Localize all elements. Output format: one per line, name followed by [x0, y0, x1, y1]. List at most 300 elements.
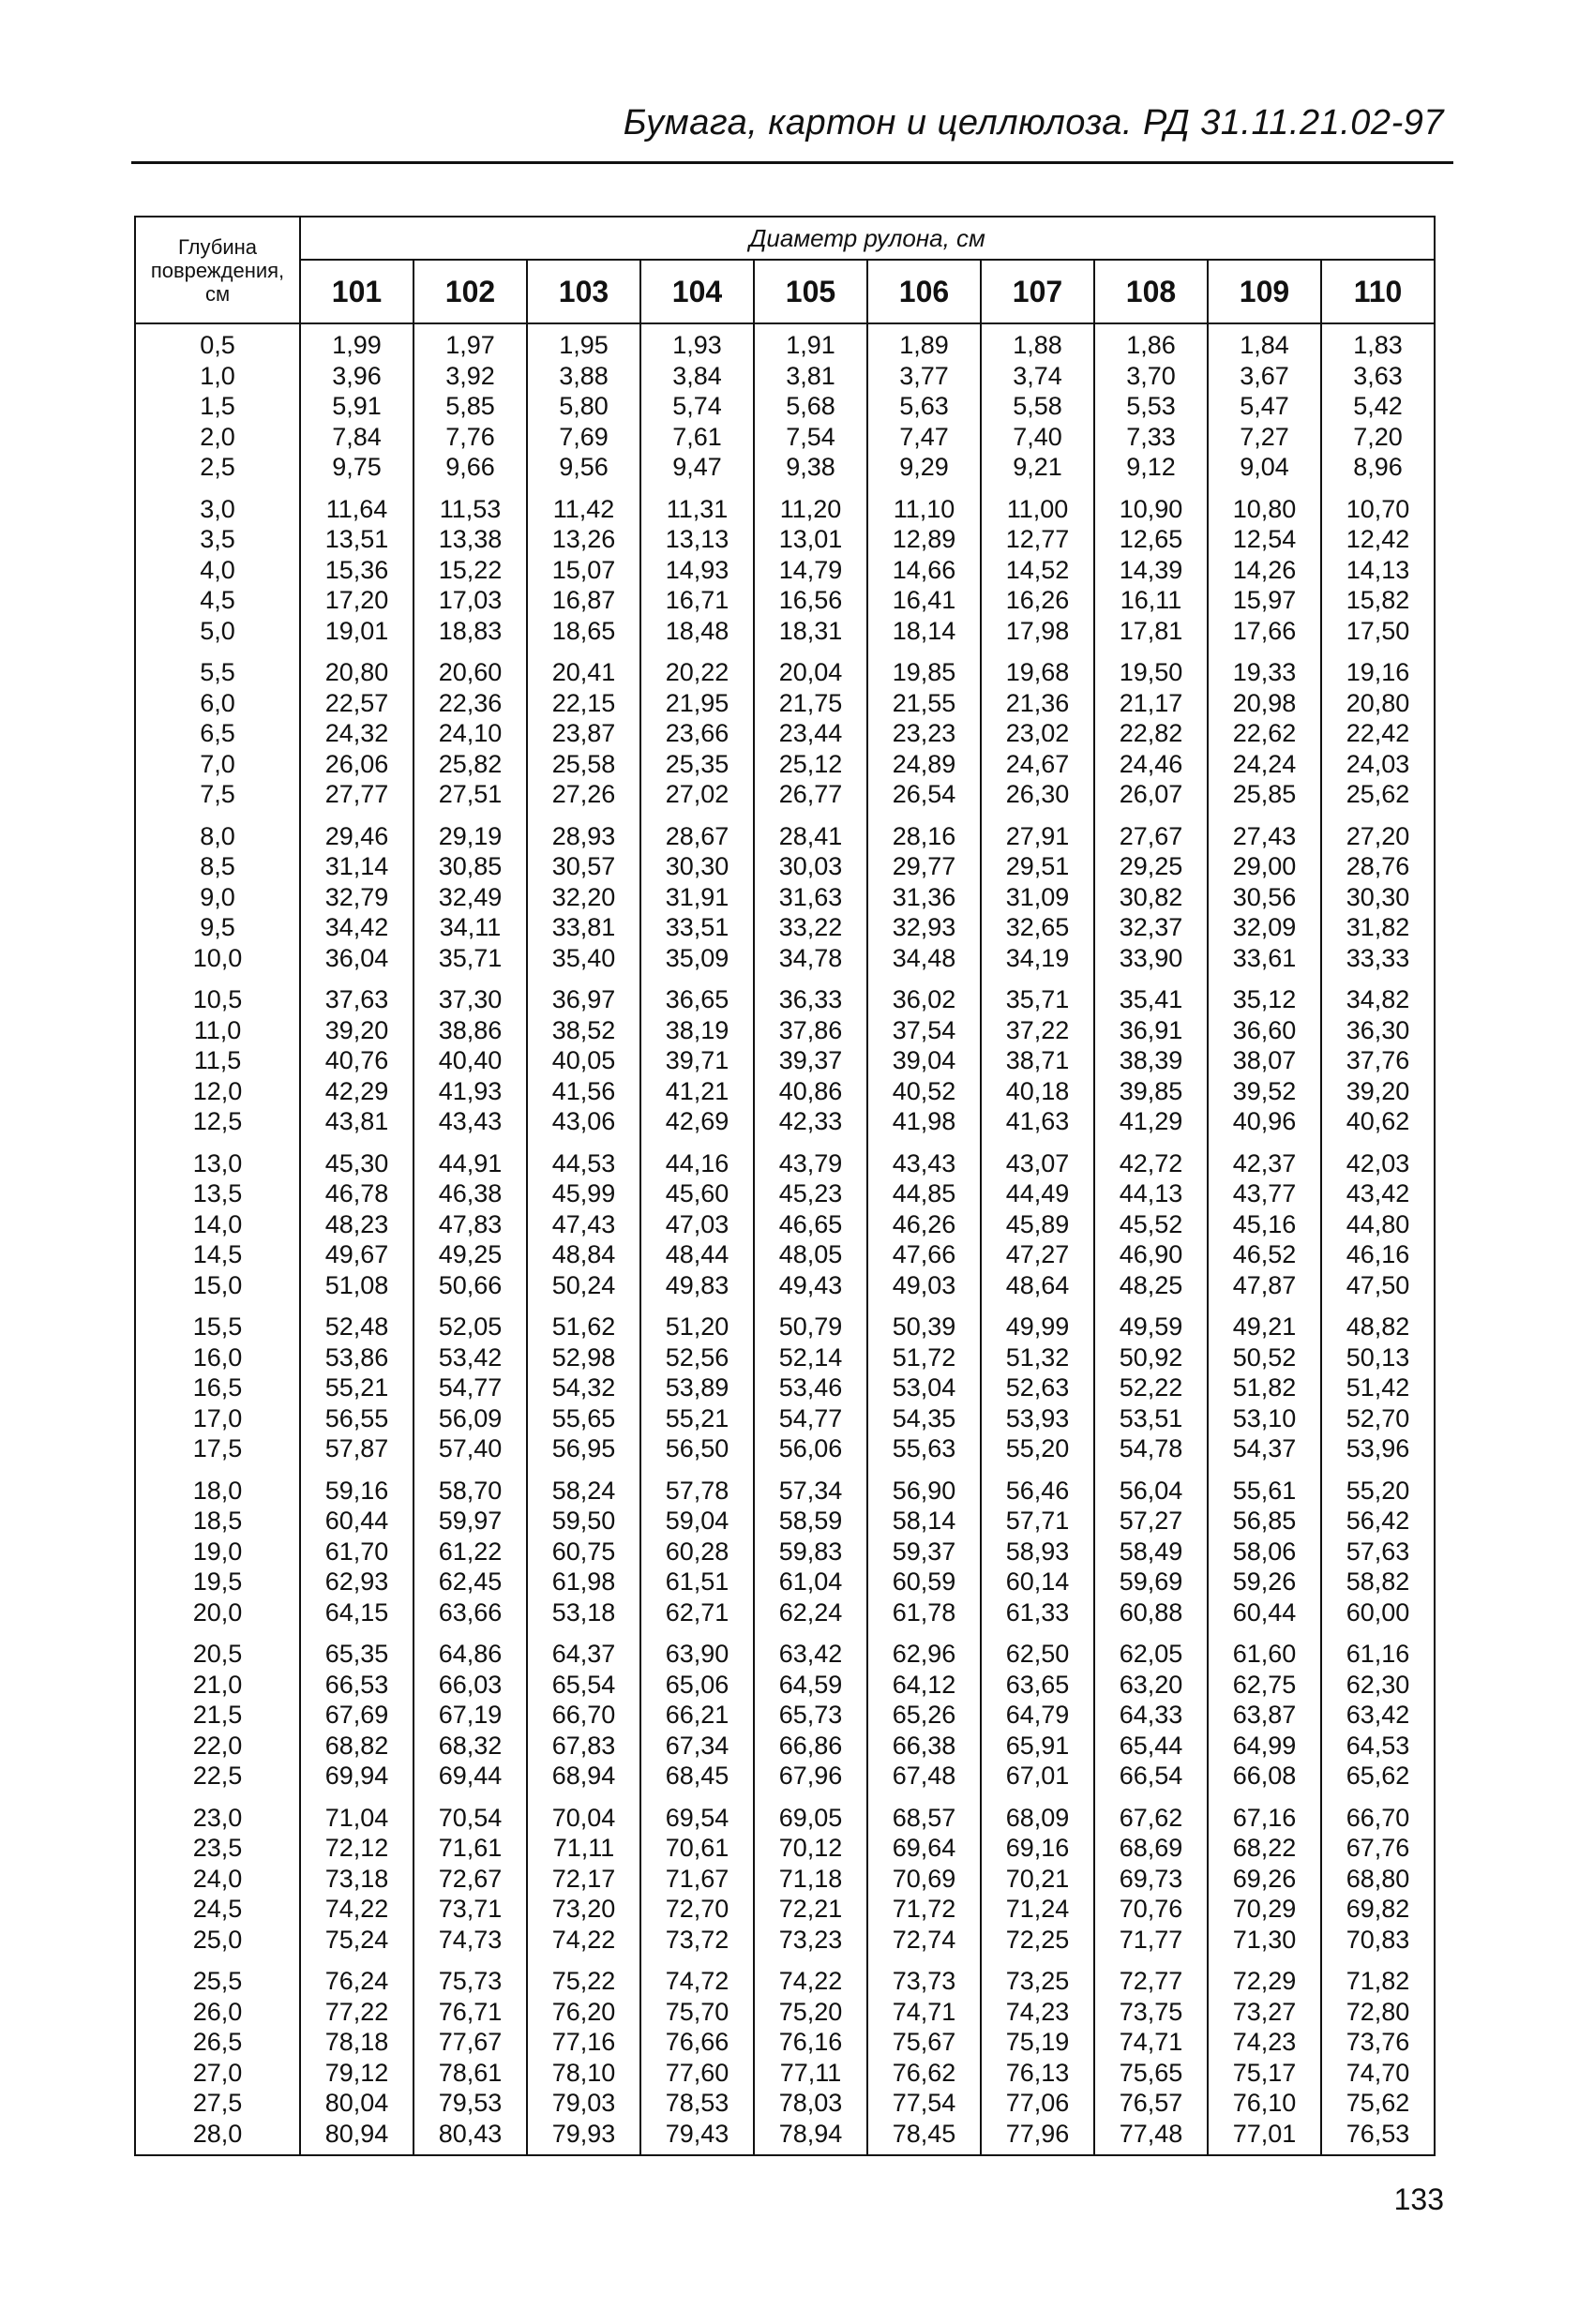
table-value: 11,53 [439, 494, 502, 523]
table-value: 39,52 [1232, 1076, 1297, 1105]
table-value: 68,45 [665, 1762, 729, 1790]
table-value: 50,92 [1119, 1342, 1183, 1372]
table-value: 41,63 [1005, 1107, 1070, 1135]
table-value: 75,70 [665, 1997, 729, 2026]
table-value: 57,87 [324, 1434, 389, 1462]
table-value: 25,58 [551, 749, 616, 778]
table-value: 24,89 [892, 749, 956, 778]
table-value: 37,63 [324, 985, 389, 1013]
table-value: 7,84 [332, 422, 382, 451]
table-value: 44,91 [438, 1148, 503, 1177]
table-value: 18,83 [438, 616, 503, 645]
table-value: 66,54 [1119, 1762, 1183, 1790]
table-value: 22,82 [1119, 719, 1183, 747]
table-value: 64,53 [1346, 1731, 1410, 1760]
table-value: 25,82 [438, 749, 503, 778]
table-value: 38,19 [665, 1015, 729, 1044]
table-value: 76,13 [1005, 2058, 1070, 2087]
value-cell [414, 1629, 527, 1793]
table-value: 21,95 [665, 688, 729, 717]
table-value: 20,60 [438, 658, 503, 686]
table-value: 31,63 [778, 882, 843, 911]
value-cell [527, 1302, 640, 1466]
table-value: 69,16 [1005, 1834, 1070, 1862]
table-value: 70,12 [778, 1834, 843, 1862]
table-value: 44,53 [551, 1148, 616, 1177]
table-value: 71,82 [1346, 1967, 1410, 1995]
value-cell [1208, 323, 1321, 485]
table-value: 44,80 [1346, 1209, 1410, 1238]
value-cell [414, 1793, 527, 1957]
table-value: 69,82 [1346, 1895, 1410, 1923]
table-value: 59,04 [665, 1507, 729, 1535]
table-value: 1,89 [899, 331, 949, 359]
diameter-header-cell: 108 [1094, 260, 1208, 323]
table-value: 66,70 [1346, 1803, 1410, 1832]
table-value: 11,64 [325, 494, 388, 523]
table-value: 26,06 [324, 749, 389, 778]
table-value: 1,97 [445, 331, 495, 359]
table-value: 18,48 [665, 616, 729, 645]
table-value: 71,04 [324, 1803, 389, 1832]
table-value: 71,24 [1005, 1895, 1070, 1923]
depth-value: 15,0 [192, 1270, 243, 1299]
table-value: 78,18 [324, 2028, 389, 2056]
table-value: 79,12 [324, 2058, 389, 2087]
table-value: 61,78 [892, 1597, 956, 1627]
table-value: 3,74 [1013, 361, 1062, 390]
value-cell [1094, 812, 1208, 976]
table-value: 75,22 [551, 1967, 616, 1995]
table-value: 76,16 [778, 2028, 843, 2056]
depth-cell [135, 812, 300, 976]
table-value: 61,33 [1005, 1597, 1070, 1627]
table-value: 51,20 [665, 1312, 729, 1341]
value-cell [640, 812, 754, 976]
table-row-group [135, 1793, 1435, 1957]
table-value: 17,66 [1232, 616, 1297, 645]
table-value: 78,61 [438, 2058, 503, 2087]
table-value: 54,77 [438, 1373, 503, 1402]
value-cell [754, 1629, 867, 1793]
depth-value: 20,0 [192, 1597, 243, 1627]
table-value: 45,60 [665, 1179, 729, 1207]
table-value: 64,12 [892, 1670, 956, 1699]
table-value: 58,93 [1005, 1537, 1070, 1566]
table-value: 57,34 [778, 1476, 843, 1505]
depth-value: 12,0 [192, 1076, 243, 1105]
table-value: 40,52 [892, 1076, 956, 1105]
value-cell [640, 1629, 754, 1793]
table-value: 47,87 [1232, 1270, 1297, 1299]
table-value: 44,16 [665, 1148, 729, 1177]
table-value: 7,47 [899, 422, 949, 451]
table-value: 15,97 [1232, 586, 1297, 614]
value-cell [1321, 1957, 1435, 2155]
table-value: 32,79 [324, 882, 389, 911]
table-value: 66,70 [551, 1701, 616, 1729]
table-value: 39,85 [1119, 1076, 1183, 1105]
table-value: 61,70 [324, 1537, 389, 1566]
table-value: 27,43 [1232, 821, 1297, 850]
table-value: 56,85 [1232, 1507, 1297, 1535]
table-value: 62,50 [1005, 1640, 1070, 1668]
table-value: 68,09 [1005, 1803, 1070, 1832]
table-value: 41,93 [438, 1076, 503, 1105]
depth-column-header [135, 217, 300, 323]
table-value: 19,16 [1346, 658, 1410, 686]
table-value: 58,70 [438, 1476, 503, 1505]
table-value: 72,67 [438, 1864, 503, 1893]
table-value: 66,38 [892, 1731, 956, 1760]
depth-value: 9,0 [200, 882, 235, 911]
value-cell [1321, 1466, 1435, 1630]
value-cell [754, 485, 867, 649]
value-cell [527, 1957, 640, 2155]
depth-value: 27,5 [192, 2089, 243, 2117]
table-value: 14,26 [1232, 555, 1297, 584]
table-value: 16,26 [1005, 586, 1070, 614]
table-value: 40,62 [1346, 1107, 1410, 1135]
table-value: 35,09 [665, 943, 729, 972]
table-value: 27,77 [324, 780, 389, 808]
table-value: 47,66 [892, 1240, 956, 1268]
depth-value: 2,0 [200, 422, 235, 451]
value-cell [640, 1793, 754, 1957]
table-value: 38,86 [438, 1015, 503, 1044]
table-value: 3,77 [899, 361, 949, 390]
value-cell [981, 1957, 1094, 2155]
table-value: 29,77 [892, 852, 956, 880]
table-value: 63,87 [1232, 1701, 1297, 1729]
depth-cell [135, 1302, 300, 1466]
value-cell [414, 1302, 527, 1466]
table-value: 18,14 [892, 616, 956, 645]
table-value: 14,52 [1005, 555, 1070, 584]
depth-value: 8,0 [200, 821, 235, 850]
table-value: 56,55 [324, 1403, 389, 1432]
table-value: 68,57 [892, 1803, 956, 1832]
value-cell [640, 648, 754, 812]
table-value: 61,60 [1232, 1640, 1297, 1668]
table-value: 69,44 [438, 1762, 503, 1790]
value-cell [1321, 812, 1435, 976]
value-cell [1321, 485, 1435, 649]
table-value: 68,32 [438, 1731, 503, 1760]
table-value: 27,26 [551, 780, 616, 808]
table-value: 35,71 [438, 943, 503, 972]
table-value: 14,39 [1119, 555, 1183, 584]
table-value: 1,91 [786, 331, 835, 359]
depth-value: 7,5 [200, 780, 235, 808]
table-value: 73,23 [778, 1925, 843, 1954]
table-value: 67,01 [1005, 1762, 1070, 1790]
table-value: 73,27 [1232, 1997, 1297, 2026]
value-cell [527, 1793, 640, 1957]
value-cell [300, 975, 414, 1139]
table-value: 53,10 [1232, 1403, 1297, 1432]
table-value: 79,03 [551, 2089, 616, 2117]
table-value: 59,16 [324, 1476, 389, 1505]
value-cell [414, 648, 527, 812]
table-value: 29,00 [1232, 852, 1297, 880]
depth-cell [135, 1957, 300, 2155]
table-value: 45,16 [1232, 1209, 1297, 1238]
table-value: 9,38 [786, 453, 835, 481]
table-value: 5,85 [445, 392, 495, 420]
table-value: 55,21 [324, 1373, 389, 1402]
table-value: 32,65 [1005, 913, 1070, 941]
depth-value: 11,0 [193, 1015, 242, 1044]
table-value: 74,23 [1232, 2028, 1297, 2056]
table-value: 11,10 [893, 494, 955, 523]
table-value: 76,53 [1346, 2119, 1410, 2148]
depth-header-line: повреждения, [150, 258, 285, 282]
depth-value: 10,0 [192, 943, 243, 972]
table-value: 74,71 [1119, 2028, 1183, 2056]
table-value: 28,67 [665, 821, 729, 850]
depth-value: 21,5 [192, 1701, 243, 1729]
table-value: 71,61 [438, 1834, 503, 1862]
table-value: 1,93 [672, 331, 722, 359]
table-value: 72,74 [892, 1925, 956, 1954]
value-cell [867, 1957, 981, 2155]
table-value: 58,06 [1232, 1537, 1297, 1566]
table-value: 20,04 [778, 658, 843, 686]
value-cell [754, 975, 867, 1139]
depth-value: 6,0 [200, 688, 235, 717]
table-row-group [135, 1466, 1435, 1630]
table-value: 29,25 [1119, 852, 1183, 880]
table-value: 24,32 [324, 719, 389, 747]
depth-value: 16,0 [192, 1342, 243, 1372]
depth-value: 13,5 [192, 1179, 243, 1207]
table-value: 70,54 [438, 1803, 503, 1832]
table-value: 49,25 [438, 1240, 503, 1268]
table-value: 69,54 [665, 1803, 729, 1832]
value-cell [640, 1139, 754, 1303]
table-value: 61,16 [1346, 1640, 1410, 1668]
table-value: 70,83 [1346, 1925, 1410, 1954]
table-value: 40,05 [551, 1046, 616, 1074]
table-value: 33,81 [551, 913, 616, 941]
depth-value: 14,0 [192, 1209, 243, 1238]
table-value: 3,63 [1353, 361, 1403, 390]
table-value: 50,39 [892, 1312, 956, 1341]
value-cell [414, 1139, 527, 1303]
value-cell [754, 323, 867, 485]
table-value: 62,75 [1232, 1670, 1297, 1699]
table-value: 12,65 [1119, 525, 1183, 553]
table-value: 54,78 [1119, 1434, 1183, 1462]
table-value: 65,73 [778, 1701, 843, 1729]
table-value: 41,56 [551, 1076, 616, 1105]
table-value: 47,03 [665, 1209, 729, 1238]
table-value: 70,04 [551, 1803, 616, 1832]
table-value: 30,56 [1232, 882, 1297, 911]
table-value: 43,77 [1232, 1179, 1297, 1207]
table-value: 41,98 [892, 1107, 956, 1135]
depth-value: 14,5 [192, 1240, 243, 1268]
table-value: 5,53 [1126, 392, 1176, 420]
table-value: 77,96 [1005, 2119, 1070, 2148]
table-value: 72,12 [324, 1834, 389, 1862]
diameter-header-cell: 109 [1208, 260, 1321, 323]
table-value: 38,39 [1119, 1046, 1183, 1074]
table-value: 31,82 [1346, 913, 1410, 941]
table-value: 70,69 [892, 1864, 956, 1893]
table-value: 40,96 [1232, 1107, 1297, 1135]
table-value: 47,50 [1346, 1270, 1410, 1299]
value-cell [754, 1466, 867, 1630]
table-value: 23,02 [1005, 719, 1070, 747]
table-value: 26,30 [1005, 780, 1070, 808]
table-value: 28,41 [778, 821, 843, 850]
value-cell [300, 1957, 414, 2155]
depth-value: 17,5 [192, 1434, 243, 1462]
depth-value: 2,5 [200, 453, 235, 481]
table-value: 21,36 [1005, 688, 1070, 717]
table-value: 74,70 [1346, 2058, 1410, 2087]
running-header: Бумага, картон и целлюлоза. РД 31.11.21.02-97 [623, 103, 1444, 142]
table-value: 50,24 [551, 1270, 616, 1299]
table-value: 56,04 [1119, 1476, 1183, 1505]
table-value: 3,92 [445, 361, 495, 390]
table-value: 79,93 [551, 2119, 616, 2148]
depth-value: 28,0 [192, 2119, 243, 2148]
depth-value: 17,0 [192, 1403, 243, 1432]
table-row-group [135, 485, 1435, 649]
value-cell [1094, 975, 1208, 1139]
table-value: 23,23 [892, 719, 956, 747]
table-value: 46,26 [892, 1209, 956, 1238]
table-value: 13,38 [438, 525, 503, 553]
table-value: 1,88 [1013, 331, 1062, 359]
value-cell [754, 1957, 867, 2155]
table-value: 39,20 [324, 1015, 389, 1044]
table-value: 66,03 [438, 1670, 503, 1699]
value-cell [1208, 648, 1321, 812]
table-value: 78,03 [778, 2089, 843, 2117]
table-value: 60,00 [1346, 1597, 1410, 1627]
value-cell [640, 975, 754, 1139]
table-value: 67,62 [1119, 1803, 1183, 1832]
depth-value: 22,5 [192, 1762, 243, 1790]
table-value: 19,01 [324, 616, 389, 645]
table-value: 73,75 [1119, 1997, 1183, 2026]
table-value: 67,69 [324, 1701, 389, 1729]
table-value: 3,88 [559, 361, 609, 390]
table-value: 68,22 [1232, 1834, 1297, 1862]
table-value: 79,53 [438, 2089, 503, 2117]
table-value: 55,20 [1346, 1476, 1410, 1505]
table-value: 22,62 [1232, 719, 1297, 747]
table-value: 76,71 [438, 1997, 503, 2026]
table-value: 33,33 [1346, 943, 1410, 972]
value-cell [981, 1793, 1094, 1957]
depth-value: 22,0 [192, 1731, 243, 1760]
table-value: 51,62 [551, 1312, 616, 1341]
table-value: 43,79 [778, 1148, 843, 1177]
depth-cell [135, 485, 300, 649]
table-value: 62,30 [1346, 1670, 1410, 1699]
table-value: 44,49 [1005, 1179, 1070, 1207]
table-value: 43,42 [1346, 1179, 1410, 1207]
table-value: 21,17 [1119, 688, 1183, 717]
table-value: 65,35 [324, 1640, 389, 1668]
depth-value: 8,5 [200, 852, 235, 880]
table-value: 12,42 [1346, 525, 1410, 553]
value-cell [1208, 1793, 1321, 1957]
table-value: 78,94 [778, 2119, 843, 2148]
value-cell [1208, 812, 1321, 976]
table-body [135, 323, 1435, 2155]
table-value: 30,30 [1346, 882, 1410, 911]
table-value: 48,23 [324, 1209, 389, 1238]
table-value: 56,90 [892, 1476, 956, 1505]
table-value: 9,12 [1126, 453, 1176, 481]
diameter-header-cell: 103 [527, 260, 640, 323]
table-value: 30,30 [665, 852, 729, 880]
table-value: 70,61 [665, 1834, 729, 1862]
table-value: 24,67 [1005, 749, 1070, 778]
table-value: 57,27 [1119, 1507, 1183, 1535]
header-rule [131, 161, 1453, 164]
table-value: 9,56 [559, 453, 609, 481]
table-value: 50,13 [1346, 1342, 1410, 1372]
table-value: 62,05 [1119, 1640, 1183, 1668]
table-value: 72,29 [1232, 1967, 1297, 1995]
table-value: 22,15 [551, 688, 616, 717]
table-value: 34,11 [439, 913, 502, 941]
table-value: 9,75 [332, 453, 382, 481]
value-cell [867, 1629, 981, 1793]
table-value: 59,83 [778, 1537, 843, 1566]
table-value: 70,29 [1232, 1895, 1297, 1923]
table-value: 59,97 [438, 1507, 503, 1535]
depth-header-line: Глубина [177, 234, 258, 259]
table-value: 36,97 [551, 985, 616, 1013]
table-value: 46,52 [1232, 1240, 1297, 1268]
value-cell [1321, 1793, 1435, 1957]
table-value: 9,47 [672, 453, 722, 481]
table-value: 75,24 [324, 1925, 389, 1954]
table-value: 74,22 [778, 1967, 843, 1995]
table-value: 40,40 [438, 1046, 503, 1074]
table-value: 5,58 [1013, 392, 1062, 420]
table-value: 72,21 [778, 1895, 843, 1923]
table-value: 7,61 [672, 422, 722, 451]
table-value: 77,60 [665, 2058, 729, 2087]
table-value: 43,81 [324, 1107, 389, 1135]
table-value: 57,78 [665, 1476, 729, 1505]
table-value: 16,71 [665, 586, 729, 614]
depth-value: 23,0 [192, 1803, 243, 1832]
table-value: 43,43 [438, 1107, 503, 1135]
table-value: 65,06 [665, 1670, 729, 1699]
table-value: 67,76 [1346, 1834, 1410, 1862]
table-value: 48,64 [1005, 1270, 1070, 1299]
value-cell [527, 485, 640, 649]
table-value: 67,48 [892, 1762, 956, 1790]
table-value: 77,48 [1119, 2119, 1183, 2148]
table-value: 18,65 [551, 616, 616, 645]
table-value: 77,22 [324, 1997, 389, 2026]
table-value: 32,09 [1232, 913, 1297, 941]
table-value: 13,26 [551, 525, 616, 553]
table-value: 77,06 [1005, 2089, 1070, 2117]
table-value: 69,05 [778, 1803, 843, 1832]
